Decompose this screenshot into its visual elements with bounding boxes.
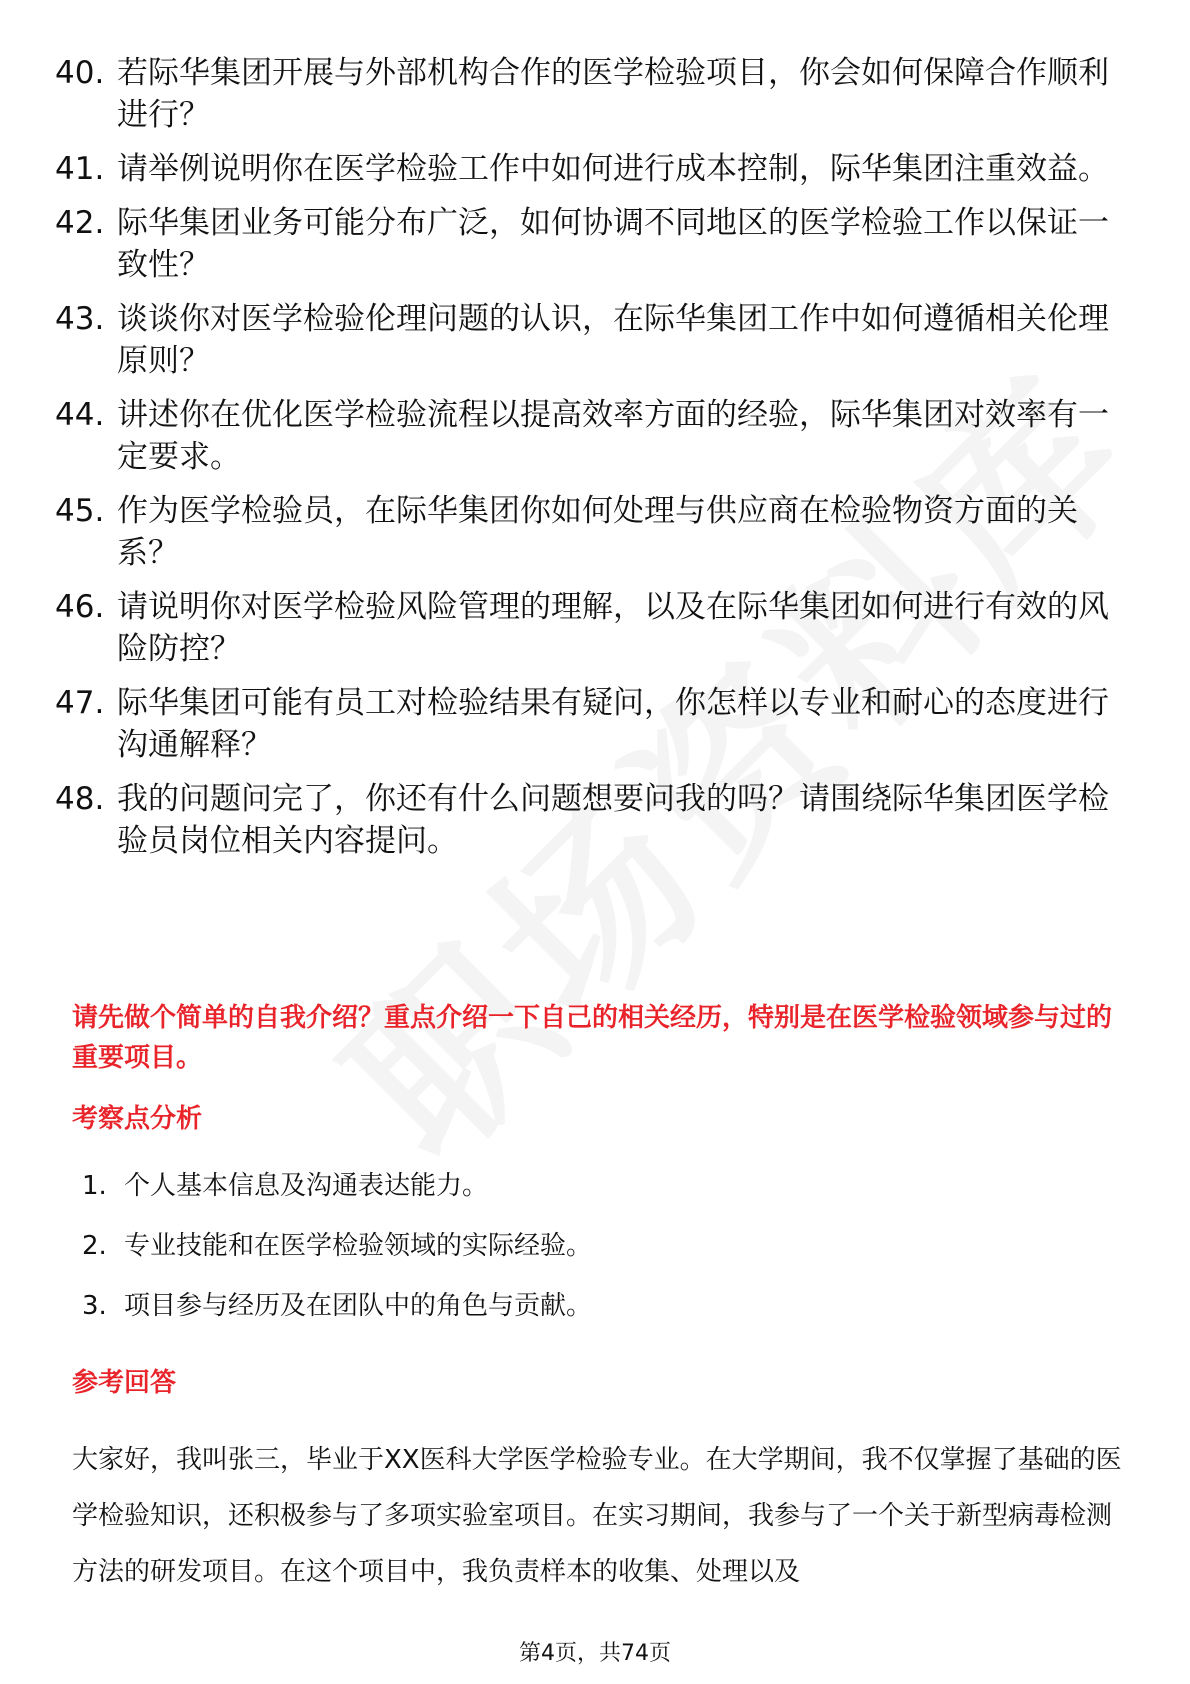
question-number: 47. <box>55 685 105 721</box>
list-item <box>82 1168 592 1228</box>
highlight-question: 请先做个简单的自我介绍？重点介绍一下自己的相关经历，特别是在医学检验领域参与过的重要项目。 <box>72 1003 1113 1073</box>
point-number: 2. <box>82 1231 107 1261</box>
list-item <box>82 1288 592 1348</box>
question-number: 46. <box>55 589 105 625</box>
analysis-points <box>82 1168 592 1348</box>
reference-title: 参考回答 <box>72 1368 177 1398</box>
point-number: 1. <box>82 1171 107 1201</box>
question-text: 若际华集团开展与外部机构合作的医学检验项目，你会如何保障合作顺利进行？ <box>117 55 1109 133</box>
question-text: 我的问题问完了，你还有什么问题想要问我的吗？请围绕际华集团医学检验员岗位相关内容提问。 <box>117 781 1109 859</box>
list-item <box>82 1228 592 1288</box>
list-item <box>55 298 1115 382</box>
question-text: 际华集团可能有员工对检验结果有疑问，你怎样以专业和耐心的态度进行沟通解释？ <box>117 685 1109 763</box>
question-text: 请说明你对医学检验风险管理的理解，以及在际华集团如何进行有效的风险防控？ <box>117 589 1109 667</box>
reference-answer: 大家好，我叫张三，毕业于XX医科大学医学检验专业。在大学期间，我不仅掌握了基础的医学检验知识，还积极参与了多项实验室项目。在实习期间，我参与了一个关于新型病毒检测方法的研发项目。在这个项目中，我负责样本的收集、处理以及 <box>72 1445 1122 1587</box>
question-text: 际华集团业务可能分布广泛，如何协调不同地区的医学检验工作以保证一致性？ <box>117 205 1109 283</box>
question-number: 40. <box>55 55 105 91</box>
list-item <box>55 490 1115 574</box>
point-number: 3. <box>82 1291 107 1321</box>
page-footer: 第4页，共74页 <box>519 1641 671 1666</box>
list-item <box>55 52 1115 136</box>
list-item <box>55 202 1115 286</box>
question-number: 48. <box>55 781 105 817</box>
question-list <box>55 52 1115 874</box>
question-text: 作为医学检验员，在际华集团你如何处理与供应商在检验物资方面的关系？ <box>117 493 1078 571</box>
question-number: 44. <box>55 397 105 433</box>
question-number: 42. <box>55 205 105 241</box>
point-text: 个人基本信息及沟通表达能力。 <box>124 1171 489 1201</box>
question-number: 45. <box>55 493 105 529</box>
question-number: 43. <box>55 301 105 337</box>
point-text: 专业技能和在医学检验领域的实际经验。 <box>124 1231 593 1261</box>
question-text: 请举例说明你在医学检验工作中如何进行成本控制，际华集团注重效益。 <box>117 151 1109 187</box>
list-item <box>55 586 1115 670</box>
list-item <box>55 682 1115 766</box>
question-number: 41. <box>55 151 105 187</box>
list-item <box>55 394 1115 478</box>
analysis-title: 考察点分析 <box>72 1104 203 1134</box>
point-text: 项目参与经历及在团队中的角色与贡献。 <box>124 1291 593 1321</box>
list-item <box>55 148 1115 190</box>
question-text: 讲述你在优化医学检验流程以提高效率方面的经验，际华集团对效率有一定要求。 <box>117 397 1109 475</box>
question-text: 谈谈你对医学检验伦理问题的认识，在际华集团工作中如何遵循相关伦理原则？ <box>117 301 1109 379</box>
list-item <box>55 778 1115 862</box>
